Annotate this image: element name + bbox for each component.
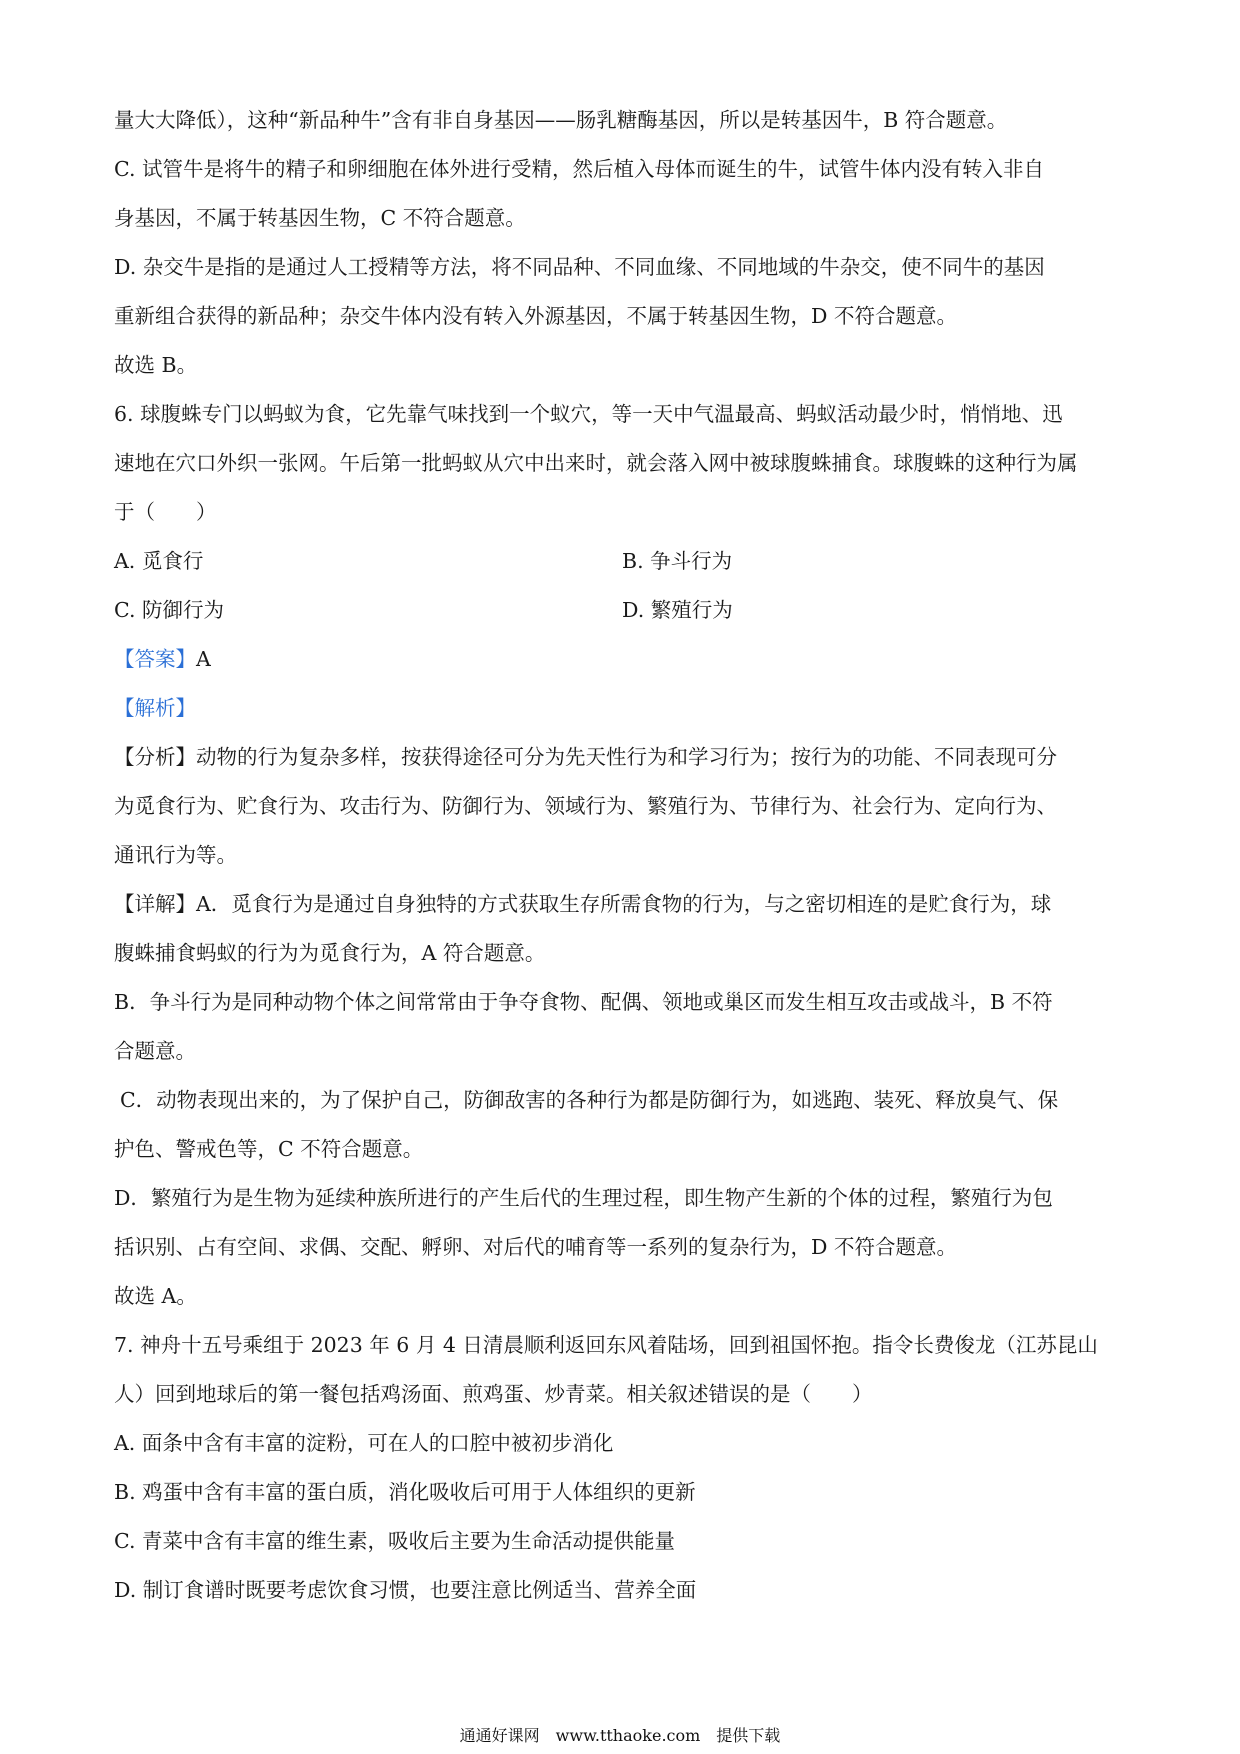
q6-fenxi-line3: 通讯行为等。 bbox=[114, 843, 237, 867]
q6-analysis-heading bbox=[114, 684, 1134, 733]
q7-option-d: D. 制订食谱时既要考虑饮食习惯，也要注意比例适当、营养全面 bbox=[114, 1578, 697, 1602]
q6-detail-b-line1: B．争斗行为是同种动物个体之间常常由于争夺食物、配偶、领地或巢区而发生相互攻击或战斗，B 不符 bbox=[114, 990, 1053, 1014]
q6-detail-a-line2: 腹蛛捕食蚂蚁的行为为觅食行为，A 符合题意。 bbox=[114, 941, 546, 965]
q6-final-choice: 故选 A。 bbox=[114, 1284, 197, 1308]
q5-explanation-c-line2: 身基因，不属于转基因生物，C 不符合题意。 bbox=[114, 206, 526, 230]
q6-fenxi-line2: 为觅食行为、贮食行为、攻击行为、防御行为、领域行为、繁殖行为、节律行为、社会行为、定向行为、 bbox=[114, 794, 1057, 818]
q6-stem-line2: 速地在穴口外织一张网。午后第一批蚂蚁从穴中出来时，就会落入网中被球腹蛛捕食。球腹蛛的这种行为属 bbox=[114, 451, 1078, 475]
q6-detail-d-line2: 括识别、占有空间、求偶、交配、孵卵、对后代的哺育等一系列的复杂行为，D 不符合题意。 bbox=[114, 1235, 957, 1259]
q7-stem-line1: 7. 神舟十五号乘组于 2023 年 6 月 4 日清晨顺利返回东风着陆场，回到祖国怀抱。指令长费俊龙（江苏昆山 bbox=[114, 1333, 1098, 1357]
q6-detail-b-line2: 合题意。 bbox=[114, 1039, 196, 1063]
q5-explanation-c-line1: C. 试管牛是将牛的精子和卵细胞在体外进行受精，然后植入母体而诞生的牛，试管牛体内没有转入非自 bbox=[114, 157, 1044, 181]
q7-option-b: B. 鸡蛋中含有丰富的蛋白质，消化吸收后可用于人体组织的更新 bbox=[114, 1480, 696, 1504]
q7-option-a: A. 面条中含有丰富的淀粉，可在人的口腔中被初步消化 bbox=[114, 1431, 614, 1455]
q6-option-d: D. 繁殖行为 bbox=[622, 598, 733, 622]
q6-stem-line3: 于（ ） bbox=[114, 500, 217, 524]
q6-option-a: A. 觅食行 bbox=[114, 549, 204, 573]
q7-stem-line2: 人）回到地球后的第一餐包括鸡汤面、煎鸡蛋、炒青菜。相关叙述错误的是（ ） bbox=[114, 1382, 873, 1406]
q6-detail-d-line1: D．繁殖行为是生物为延续种族所进行的产生后代的生理过程，即生物产生新的个体的过程，繁殖行为包 bbox=[114, 1186, 1053, 1210]
q6-option-b: B. 争斗行为 bbox=[622, 549, 733, 573]
page-footer: 通通好课网 www.tthaoke.com 提供下载 bbox=[459, 1726, 781, 1745]
answer-value: A bbox=[196, 647, 211, 671]
answer-label: 【答案】 bbox=[114, 647, 196, 671]
q6-answer bbox=[114, 635, 1134, 684]
q5-final-choice: 故选 B。 bbox=[114, 353, 198, 377]
q6-fenxi-line1: 【分析】动物的行为复杂多样，按获得途径可分为先天性行为和学习行为；按行为的功能、不同表现可分 bbox=[114, 745, 1057, 769]
q6-options-row1 bbox=[114, 537, 1134, 586]
q5-explanation-d-line1: D. 杂交牛是指的是通过人工授精等方法，将不同品种、不同血缘、不同地域的牛杂交，使不同牛的基因 bbox=[114, 255, 1045, 279]
q6-options-row2 bbox=[114, 586, 1134, 635]
q7-option-c: C. 青菜中含有丰富的维生素，吸收后主要为生命活动提供能量 bbox=[114, 1529, 675, 1553]
q5-explanation-d-line2: 重新组合获得的新品种；杂交牛体内没有转入外源基因，不属于转基因生物，D 不符合题意。 bbox=[114, 304, 957, 328]
q6-detail-c-line2: 护色、警戒色等，C 不符合题意。 bbox=[114, 1137, 424, 1161]
q5-explanation-b-tail: 量大大降低），这种“新品种牛”含有非自身基因——肠乳糖酶基因，所以是转基因牛，B 符合题意。 bbox=[114, 108, 1008, 132]
q6-detail-a-line1: 【详解】A．觅食行为是通过自身独特的方式获取生存所需食物的行为，与之密切相连的是贮食行为，球 bbox=[114, 892, 1052, 916]
analysis-label: 【解析】 bbox=[114, 696, 196, 720]
q6-option-c: C. 防御行为 bbox=[114, 598, 224, 622]
q6-detail-c-line1: C．动物表现出来的，为了保护自己，防御敌害的各种行为都是防御行为，如逃跑、装死、释放臭气、保 bbox=[120, 1088, 1059, 1112]
q6-stem-line1: 6. 球腹蛛专门以蚂蚁为食，它先靠气味找到一个蚁穴，等一天中气温最高、蚂蚁活动最少时，悄悄地、迅 bbox=[114, 402, 1063, 426]
document-page bbox=[114, 96, 1134, 1615]
